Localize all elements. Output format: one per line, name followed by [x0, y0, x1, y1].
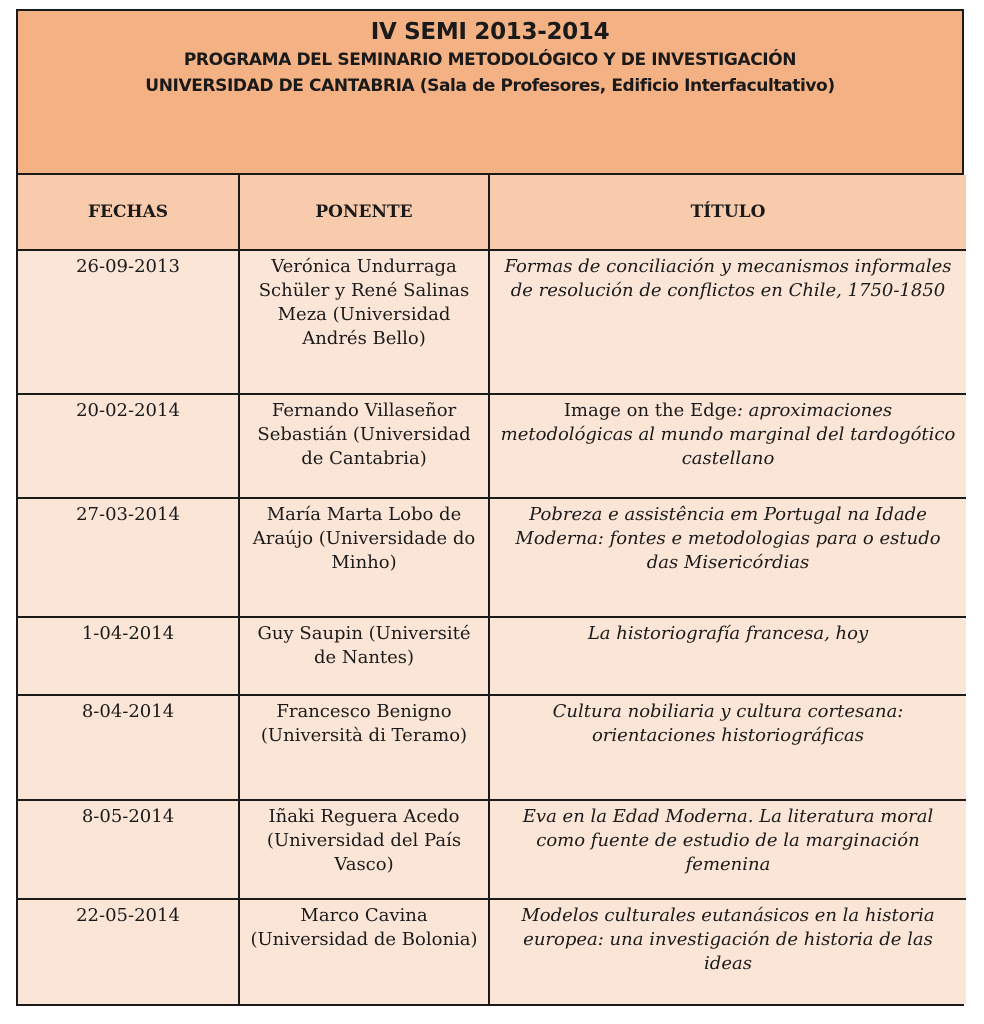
cell-ponente: María Marta Lobo de Araújo (Universidade do Minho): [239, 498, 489, 617]
table-row: [18, 695, 966, 800]
cell-ponente: Guy Saupin (Université de Nantes): [239, 617, 489, 695]
titulo-italic-part: Pobreza e assistência em Portugal na Idade Moderna: fontes e metodologias para o estudo das Misericórdias: [515, 504, 941, 573]
cell-titulo: [489, 250, 966, 394]
cell-fecha: 8-04-2014: [18, 695, 239, 800]
cell-fecha: 27-03-2014: [18, 498, 239, 617]
cell-fecha: 8-05-2014: [18, 800, 239, 899]
table-row: [18, 899, 966, 1004]
cell-ponente: Fernando Villaseñor Sebastián (Universidad de Cantabria): [239, 394, 489, 498]
cell-fecha: 26-09-2013: [18, 250, 239, 394]
cell-titulo: [489, 394, 966, 498]
cell-titulo: [489, 498, 966, 617]
column-header-ponente: PONENTE: [239, 175, 489, 250]
table-row: [18, 800, 966, 899]
cell-fecha: 1-04-2014: [18, 617, 239, 695]
program-venue: UNIVERSIDAD DE CANTABRIA (Sala de Profesores, Edificio Interfacultativo): [145, 76, 835, 96]
table-row: [18, 394, 966, 498]
titulo-italic-part: : aproximaciones metodológicas al mundo marginal del tardogótico castellano: [500, 400, 956, 469]
table-row: [18, 498, 966, 617]
cell-fecha: 20-02-2014: [18, 394, 239, 498]
titulo-italic-part: Cultura nobiliaria y cultura cortesana: orientaciones historiográficas: [552, 701, 904, 746]
program-header: [18, 11, 962, 175]
cell-titulo: [489, 695, 966, 800]
program-table: [18, 175, 966, 1004]
cell-ponente: Verónica Undurraga Schüler y René Salinas Meza (Universidad Andrés Bello): [239, 250, 489, 394]
cell-ponente: Francesco Benigno (Università di Teramo): [239, 695, 489, 800]
cell-fecha: 22-05-2014: [18, 899, 239, 1004]
program-subtitle: PROGRAMA DEL SEMINARIO METODOLÓGICO Y DE INVESTIGACIÓN: [183, 50, 797, 70]
titulo-italic-part: La historiografía francesa, hoy: [587, 623, 869, 644]
cell-ponente: Marco Cavina (Universidad de Bolonia): [239, 899, 489, 1004]
titulo-italic-part: Formas de conciliación y mecanismos informales de resolución de conflictos en Chile, 1750-1850: [504, 256, 952, 301]
table-row: [18, 617, 966, 695]
cell-titulo: [489, 800, 966, 899]
program-title: IV SEMI 2013-2014: [370, 19, 610, 45]
table-row: [18, 250, 966, 394]
cell-titulo: [489, 617, 966, 695]
cell-ponente: Iñaki Reguera Acedo (Universidad del País Vasco): [239, 800, 489, 899]
column-header-titulo: TÍTULO: [489, 175, 966, 250]
titulo-italic-part: Eva en la Edad Moderna. La literatura moral como fuente de estudio de la marginación femenina: [522, 806, 934, 875]
seminar-program-document: [16, 9, 964, 1006]
titulo-upright-part: Image on the Edge: [563, 400, 737, 421]
cell-titulo: [489, 899, 966, 1004]
titulo-italic-part: Modelos culturales eutanásicos en la historia europea: una investigación de historia de las ideas: [521, 905, 935, 974]
column-header-fechas: FECHAS: [18, 175, 239, 250]
table-header-row: [18, 175, 966, 250]
